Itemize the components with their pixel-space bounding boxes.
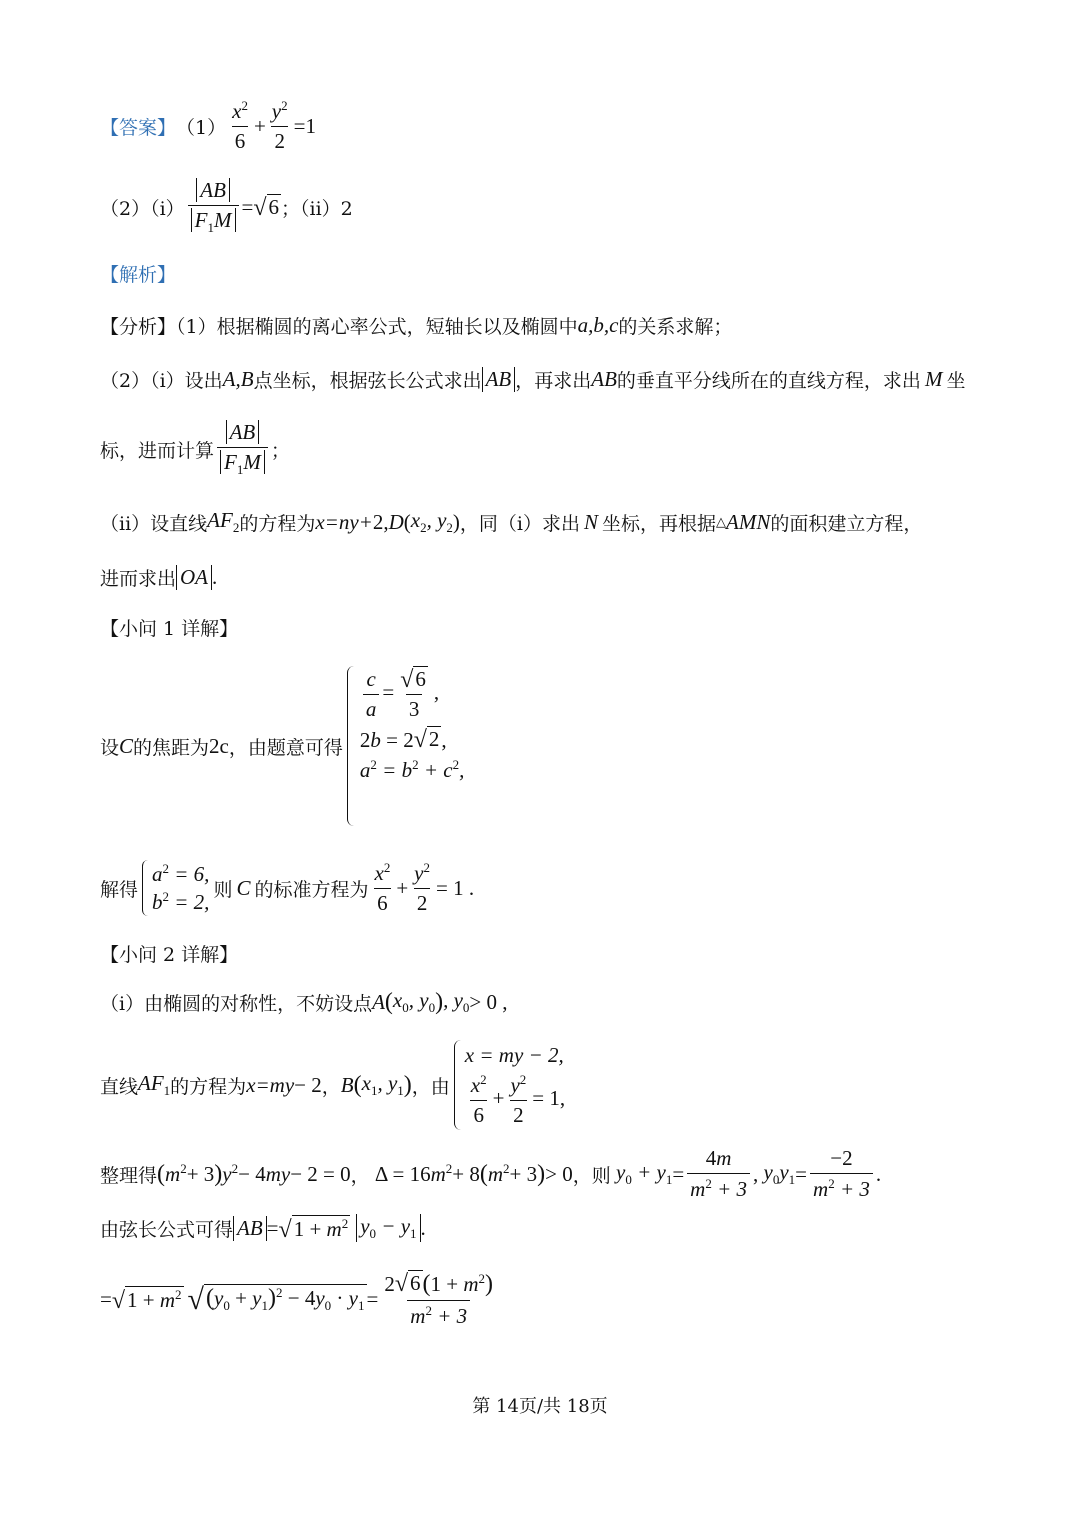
answer-part1: （1） (176, 116, 227, 139)
analysis-p2a-m: M (924, 367, 943, 391)
q2-l2b: 的方程为 (170, 1075, 247, 1098)
q1-solve-end: 的标准方程为 (254, 878, 369, 901)
q2-l2a: 直线 (100, 1075, 139, 1098)
answer-line-1: 【答案】 （1） $\frac{x^2}{6}$ + $\frac{y^2}{2}$ =1 (100, 98, 316, 153)
analysis-p2a-end: 坐 (946, 370, 966, 392)
analysis-line-3 (100, 420, 290, 478)
analysis-p2a: （2）（i）设出 (100, 370, 223, 392)
q2-l3c: ，则 (572, 1164, 611, 1187)
q1-intro: 设 (100, 736, 120, 759)
analysis-p3a-n: N (583, 509, 598, 534)
analysis-p3a-mid2: ，同（i）求出 (459, 512, 580, 535)
analysis-p3b: 进而求出 (100, 568, 177, 590)
q2-line-5: = √ $1 + m^2$ √ $(y_0 + y_1)^2 - 4y_0 \cdot y_1$ = 2 √ 6 $(1 + m^2)$ $m^2 + 3$ (100, 1271, 494, 1328)
analysis-p3a-amn: AMN (726, 509, 771, 534)
q1-label: 【小问 1 详解】 (100, 618, 239, 640)
frac-ab-f1m-2: $\frac{AB}{F_1M}$ (217, 420, 268, 478)
analysis-p2b-end: ； (270, 439, 290, 462)
q1-intro-mid: 的焦距为 (133, 736, 210, 759)
q2-l3a: 整理得 (100, 1164, 158, 1187)
abs-oa: OA (176, 565, 212, 590)
page-footer: 第 14页/共 18页 (472, 1396, 608, 1417)
analysis-p3a: （ii）设直线 (100, 512, 208, 535)
q2-line-3: 整理得 ( $m^2$ + 3 ) $y^2$ − 4 my − 2 = 0 ， Δ = 16 $m^2$ + 8 ( $m^2$ + 3 ) > 0 ，则 $y_0 + y_1$ = $\frac{4m}{m^2 + 3}$ , $y_0y_1$ = $\frac{-2}{m^2 + 3}$ . (100, 1146, 882, 1201)
analysis-line-5: 进而求出 OA . (100, 565, 218, 590)
frac-ab-f1m: $\frac{AB}{F_1M}$ (188, 178, 239, 236)
analysis-p3a-end: 的面积建立方程， (770, 512, 923, 535)
analysis-line-1 (100, 312, 732, 339)
analysis-text-1: 【分析】（1）根据椭圆的离心率公式，短轴长以及椭圆中 (100, 316, 578, 338)
q1-solve-mid: 则 (213, 878, 233, 901)
triangle-symbol: △ (716, 514, 726, 530)
q2-l4a: 由弦长公式可得 (100, 1218, 234, 1241)
q1-solve-line: 解得 $a^2 = 6$, $b^2 = 2$, 则 C 的标准方程为 $\frac{x^2}{6}$ + $\frac{y^2}{2}$ = 1 . (100, 860, 475, 915)
analysis-p2a-mid2: ，再求出 (515, 370, 592, 392)
frac-y2-2: $\frac{y^2}{2}$ (271, 98, 288, 153)
q2-label: 【小问 2 详解】 (100, 944, 239, 966)
q2-equation-system: x = my − 2, $\frac{x^2}{6}$ + $\frac{y^2}{2}$ = 1, (454, 1040, 565, 1130)
abs-ab: AB (482, 367, 516, 392)
q1-var-c: C (119, 733, 134, 758)
analysis-text-1-end: 的关系求解； (618, 316, 733, 338)
analysis-p2a-mid3: 的垂直平分线所在的直线方程，求出 (616, 370, 921, 392)
analysis-line-2 (100, 366, 965, 393)
q1-system-line (100, 666, 468, 826)
answer-part2b: ；（ii）2 (281, 197, 353, 220)
analysis-p2a-vars: A,B (222, 367, 254, 391)
sqrt-6: √ 6 (253, 195, 280, 222)
analysis-p3a-mid3: 坐标，再根据 (601, 512, 716, 535)
q2-l2c: ， (321, 1075, 341, 1098)
analysis-vars-abc: a,b,c (577, 313, 619, 337)
frac-x2-6: $\frac{x^2}{6}$ (232, 98, 248, 153)
q2-line-2: 直线 $AF_1$ 的方程为 x=my − 2 ， B ( $x_1$, $y_1$ ) ，由 x = my − 2, $\frac{x^2}{6}$ + $\frac{y^2}{2}$ = 1, (100, 1040, 569, 1130)
q2-l3b: ， (350, 1164, 370, 1187)
answer-part2: （2）（i） (100, 197, 185, 220)
q1-2c: 2c (209, 733, 229, 758)
q1-intro-end: ，由题意可得 (228, 736, 343, 759)
q2-line-1: （i）由椭圆的对称性，不妨设点 A ( $x_0$, $y_0$ ) , $y_0$ > 0 , (100, 988, 508, 1016)
answer-label: 【答案】 (100, 116, 177, 139)
analysis-line-4: （ii）设直线 $AF_2$ 的方程为 x=ny+ 2, D ( $x_2$, $y_2$ ) ，同（i）求出 N 坐标，再根据 △ AMN 的面积建立方程， (100, 508, 923, 536)
analysis-label: 【解析】 (100, 264, 177, 286)
analysis-p2a-mid: 点坐标，根据弦长公式求出 (253, 370, 482, 392)
analysis-p2b: 标，进而计算 (100, 439, 215, 462)
q2-l1: （i）由椭圆的对称性，不妨设点 (100, 992, 373, 1015)
answer-line-2: （2）（i） $\frac{AB}{F_1M}$ = √ 6 ；（ii）2 (100, 178, 353, 236)
analysis-p3a-mid: 的方程为 (239, 512, 316, 535)
analysis-p2a-ab: AB (591, 367, 617, 391)
q2-line-4: 由弦长公式可得 AB = √ $1 + m^2$ $y_0 - y_1$ . (100, 1214, 426, 1243)
q1-solve: 解得 (100, 878, 139, 901)
q1-equation-system: $\frac{c}{a}$ = √ 6 3 , 2b = 2 √ 2 , $a^2 = b^2 + c^2$, (347, 666, 464, 826)
q1-solution-system: $a^2 = 6$, $b^2 = 2$, (142, 860, 209, 916)
q2-l2d: ，由 (411, 1075, 450, 1098)
